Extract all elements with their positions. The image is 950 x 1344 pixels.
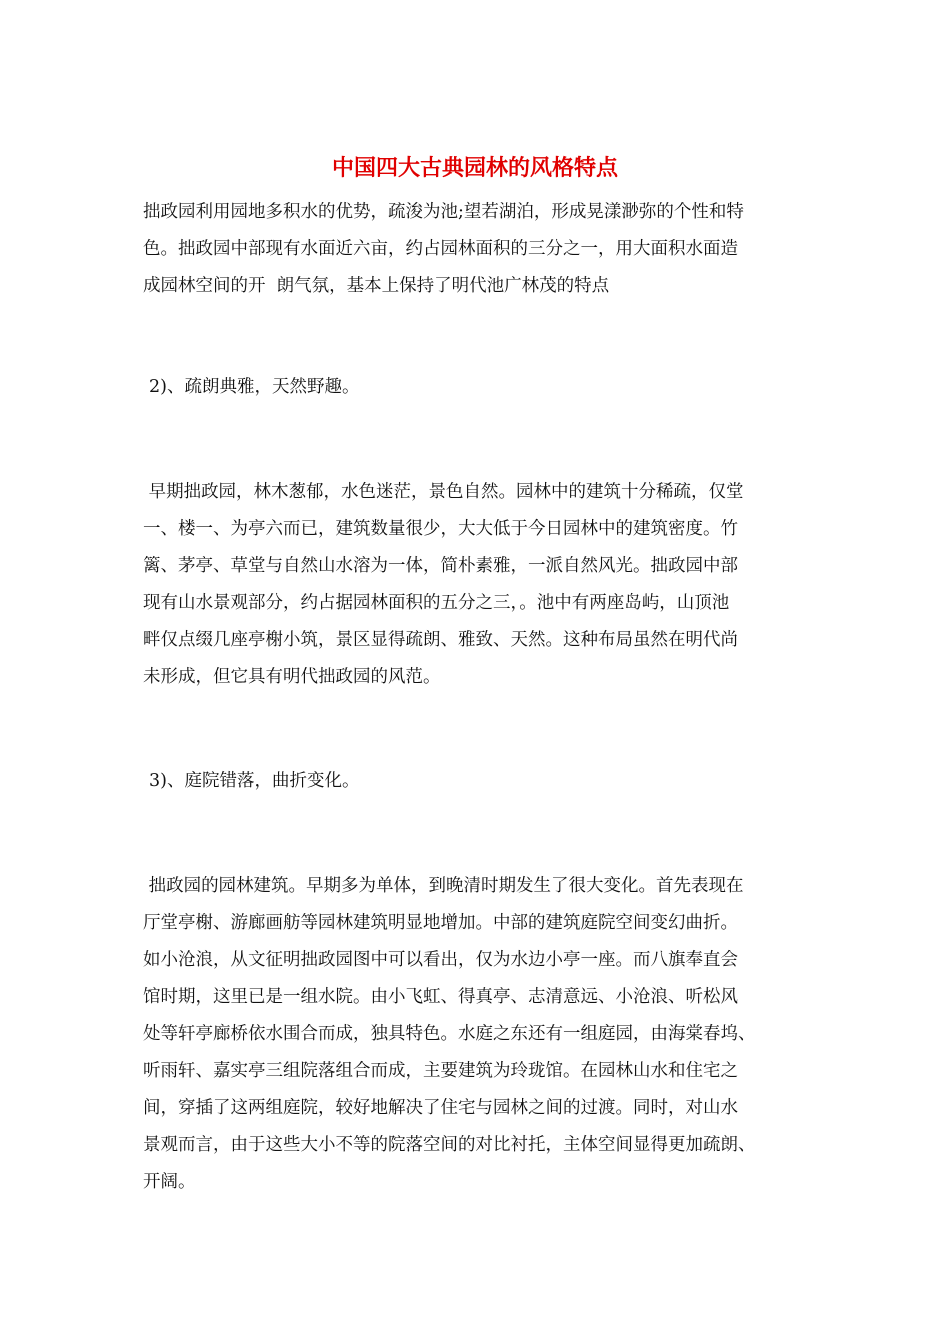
section-3-line: 开阔。 — [143, 1172, 196, 1192]
section-2-heading: 2)、疏朗典雅，天然野趣。 — [149, 377, 360, 397]
section-2-paragraph — [143, 474, 813, 696]
intro-paragraph — [143, 194, 813, 305]
section-3-line: 听雨轩、嘉实亭三组院落组合而成，主要建筑为玲珑馆。在园林山水和住宅之 — [143, 1061, 738, 1081]
section-3-line: 间，穿插了这两组庭院，较好地解决了住宅与园林之间的过渡。同时，对山水 — [143, 1098, 738, 1118]
section-3-paragraph — [143, 868, 813, 1201]
intro-line: 色。拙政园中部现有水面近六亩，约占园林面积的三分之一，用大面积水面造 — [143, 239, 738, 259]
document-title: 中国四大古典园林的风格特点 — [331, 155, 618, 181]
section-2-line: 未形成，但它具有明代拙政园的风范。 — [143, 667, 441, 687]
section-3-line: 如小沧浪，从文征明拙政园图中可以看出，仅为水边小亭一座。而八旗奉直会 — [143, 950, 738, 970]
section-3-line: 厅堂亭榭、游廊画舫等园林建筑明显地增加。中部的建筑庭院空间变幻曲折。 — [143, 913, 738, 933]
section-2-line: 一、楼一、为亭六而已，建筑数量很少，大大低于今日园林中的建筑密度。竹 — [143, 519, 738, 539]
section-3-line: 拙政园的园林建筑。早期多为单体，到晚清时期发生了很大变化。首先表现在 — [143, 876, 744, 896]
section-2-line: 篱、茅亭、草堂与自然山水溶为一体，简朴素雅，一派自然风光。拙政园中部 — [143, 556, 738, 576]
section-3-heading: 3)、庭院错落，曲折变化。 — [149, 771, 360, 791]
section-3-line: 馆时期，这里已是一组水院。由小飞虹、得真亭、志清意远、小沧浪、听松风 — [143, 987, 738, 1007]
section-3-line: 景观而言，由于这些大小不等的院落空间的对比衬托，主体空间显得更加疏朗、 — [143, 1135, 756, 1155]
intro-line: 拙政园利用园地多积水的优势，疏浚为池;望若湖泊，形成晃漾渺弥的个性和特 — [143, 202, 744, 222]
section-2-line: 现有山水景观部分，约占据园林面积的五分之三，。池中有两座岛屿，山顶池 — [143, 593, 730, 613]
section-2-line: 早期拙政园，林木葱郁，水色迷茫，景色自然。园林中的建筑十分稀疏，仅堂 — [143, 482, 744, 502]
section-3-line: 处等轩亭廊桥依水围合而成，独具特色。水庭之东还有一组庭园，由海棠春坞、 — [143, 1024, 756, 1044]
intro-line: 成园林空间的开 朗气氛，基本上保持了明代池广林茂的特点 — [143, 276, 610, 296]
section-2-line: 畔仅点缀几座亭榭小筑，景区显得疏朗、雅致、天然。这种布局虽然在明代尚 — [143, 630, 738, 650]
